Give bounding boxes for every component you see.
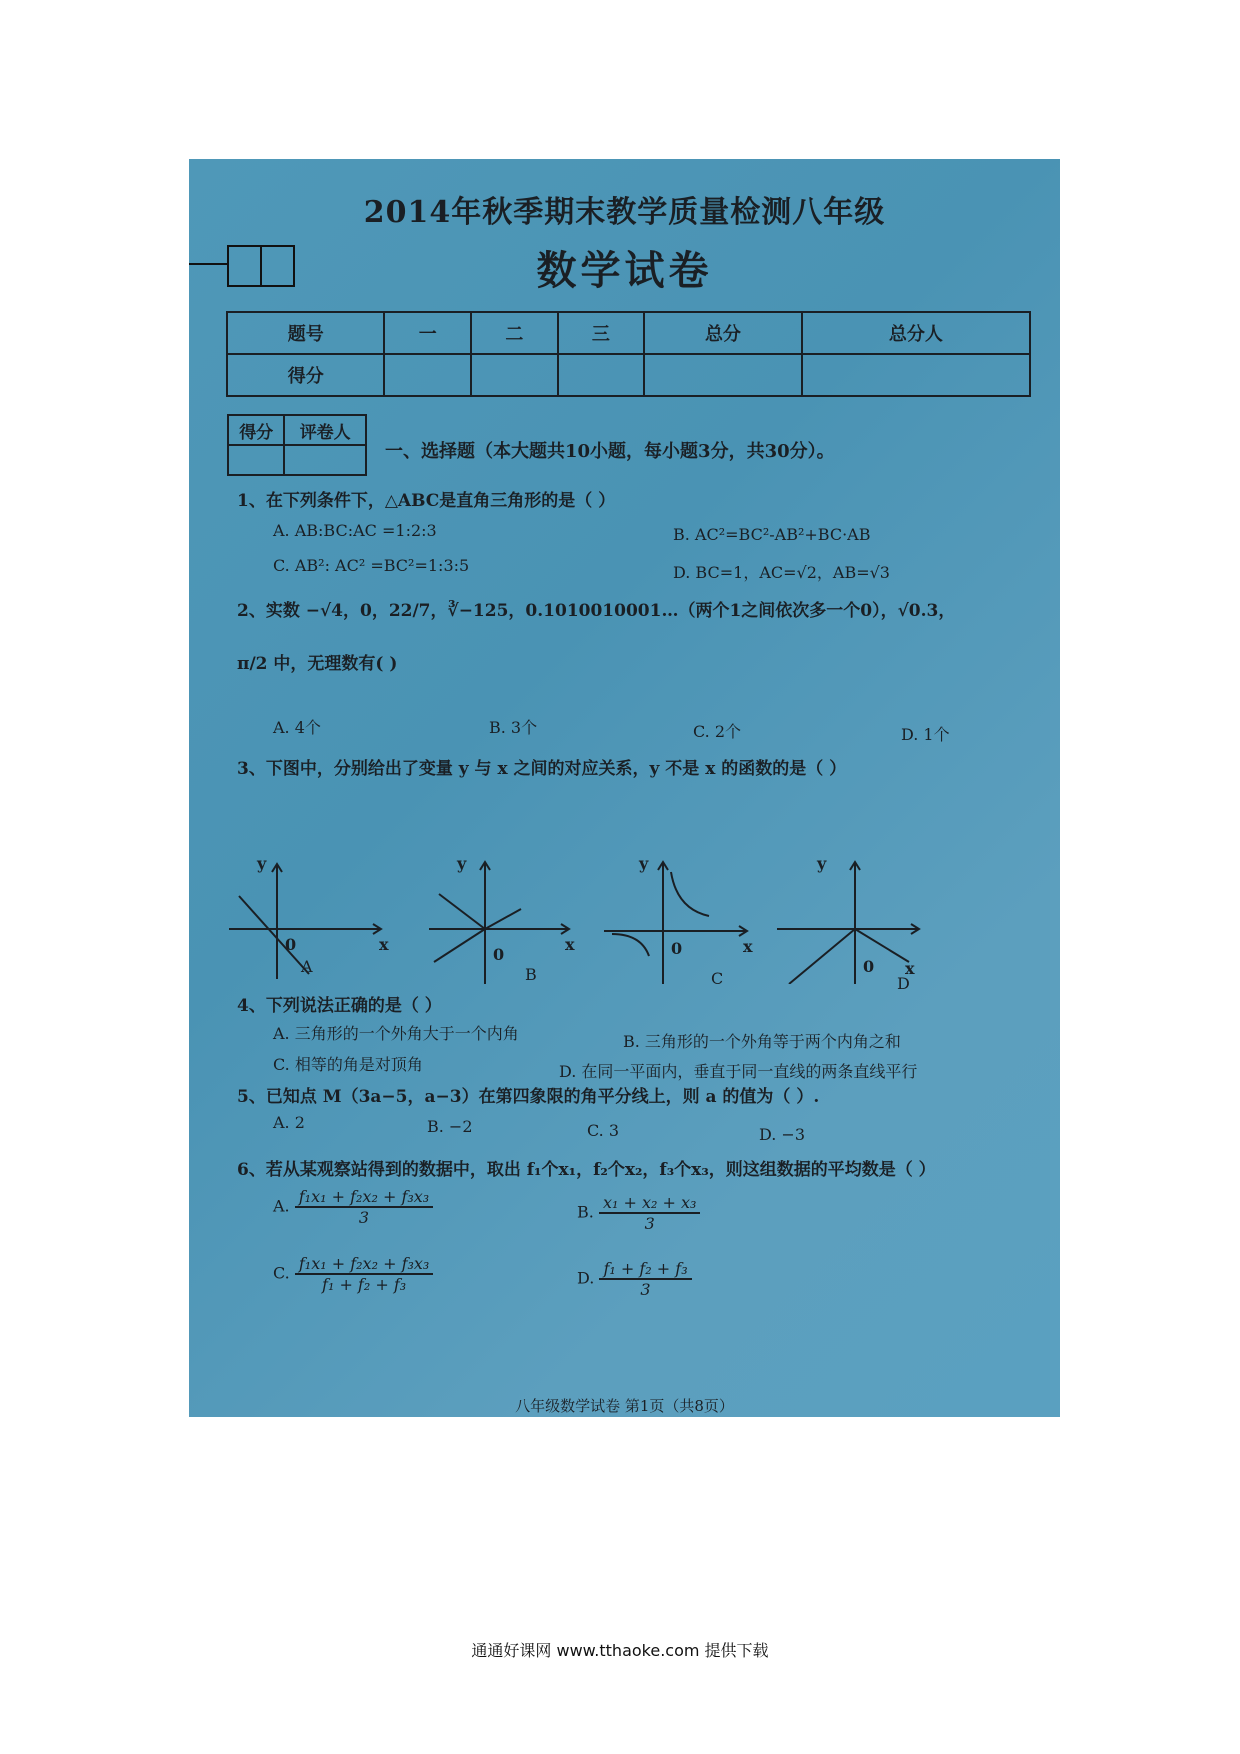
q1-option-d: D. BC=1，AC=√2，AB=√3 — [673, 563, 890, 582]
q6-d-numerator: f₁ + f₂ + f₃ — [599, 1259, 691, 1280]
graph-d — [777, 862, 919, 984]
q4-option-b: B. 三角形的一个外角等于两个内角之和 — [623, 1032, 901, 1051]
q6-option-a — [273, 1187, 433, 1227]
score-header-cell: 题号 — [227, 312, 384, 354]
graph-c — [604, 862, 747, 984]
grader-cell — [228, 445, 284, 475]
q6-b-denominator: 3 — [644, 1214, 655, 1233]
q2-option-a: A. 4个 — [273, 718, 321, 737]
score-header-cell: 一 — [384, 312, 471, 354]
exam-photo — [189, 159, 1060, 1417]
q5-stem: 5、已知点 M（3a−5，a−3）在第四象限的角平分线上，则 a 的值为（ ）. — [237, 1087, 820, 1107]
axis-x-label: x — [905, 959, 915, 978]
grader-score-label: 得分 — [228, 415, 284, 445]
q6-a-numerator: f₁x₁ + f₂x₂ + f₃x₃ — [295, 1187, 433, 1208]
q1-stem: 1、在下列条件下，△ABC是直角三角形的是（ ） — [237, 491, 616, 511]
q5-option-b: B. −2 — [427, 1117, 473, 1136]
score-cell — [471, 354, 558, 396]
score-header-cell: 总分人 — [802, 312, 1030, 354]
graph-c-label: C — [711, 969, 724, 988]
q1-option-b: B. AC²=BC²-AB²+BC·AB — [673, 525, 871, 544]
q6-option-b — [577, 1193, 700, 1233]
q1-option-a: A. AB:BC:AC =1:2:3 — [273, 521, 437, 540]
q1-option-c: C. AB²: AC² =BC²=1:3:5 — [273, 556, 470, 575]
q6-option-d-label: D. — [577, 1268, 595, 1288]
graph-b — [429, 862, 569, 984]
score-header-cell: 二 — [471, 312, 558, 354]
q5-option-c: C. 3 — [587, 1121, 620, 1140]
grader-cell — [284, 445, 366, 475]
score-row-label: 得分 — [227, 354, 384, 396]
graph-b-label: B — [525, 965, 537, 984]
q2-option-c: C. 2个 — [693, 722, 742, 741]
score-cell — [558, 354, 645, 396]
score-header-cell: 三 — [558, 312, 645, 354]
exam-title: 2014年秋季期末教学质量检测八年级 — [363, 195, 886, 230]
origin-label: 0 — [863, 957, 875, 976]
axis-x-label: x — [565, 935, 575, 954]
q5-option-a: A. 2 — [273, 1113, 305, 1132]
site-footer: 通通好课网 www.tthaoke.com 提供下载 — [471, 1641, 769, 1660]
axis-y-label: y — [639, 854, 649, 873]
axis-y-label: y — [457, 854, 467, 873]
q6-stem: 6、若从某观察站得到的数据中，取出 f₁个x₁，f₂个x₂，f₃个x₃，则这组数据的平均数是（ ） — [237, 1160, 936, 1180]
grader-name-label: 评卷人 — [284, 415, 366, 445]
score-table — [226, 311, 1031, 397]
q4-stem: 4、下列说法正确的是（ ） — [237, 996, 442, 1016]
q4-option-d: D. 在同一平面内，垂直于同一直线的两条直线平行 — [559, 1062, 918, 1081]
origin-label: 0 — [671, 939, 683, 958]
score-cell — [644, 354, 801, 396]
q6-c-numerator: f₁x₁ + f₂x₂ + f₃x₃ — [295, 1254, 433, 1275]
graph-a-label: A — [301, 957, 313, 976]
score-cell — [802, 354, 1030, 396]
q3-stem: 3、下图中，分别给出了变量 y 与 x 之间的对应关系，y 不是 x 的函数的是（ ） — [237, 759, 847, 779]
q4-option-a: A. 三角形的一个外角大于一个内角 — [273, 1024, 519, 1043]
q6-option-c-label: C. — [273, 1263, 290, 1283]
q6-option-a-label: A. — [273, 1196, 290, 1216]
exam-subtitle: 数学试卷 — [536, 247, 713, 294]
origin-label: 0 — [493, 945, 505, 964]
q4-option-c: C. 相等的角是对顶角 — [273, 1055, 423, 1074]
axis-x-label: x — [743, 937, 753, 956]
q2-stem-cont: π/2 中，无理数有( ) — [237, 654, 398, 674]
q2-option-d: D. 1个 — [901, 725, 950, 744]
q5-option-d: D. −3 — [759, 1125, 806, 1144]
q6-b-numerator: x₁ + x₂ + x₃ — [599, 1193, 700, 1214]
q2-stem: 2、实数 −√4，0，22/7，∛−125，0.1010010001…（两个1之间依次多一个0），√0.3， — [237, 601, 956, 621]
q6-c-denominator: f₁ + f₂ + f₃ — [322, 1275, 407, 1294]
q3-graphs — [229, 784, 1049, 984]
axis-x-label: x — [379, 935, 389, 954]
graph-d-label: D — [897, 974, 910, 993]
axis-y-label: y — [257, 854, 267, 873]
q6-a-denominator: 3 — [358, 1208, 370, 1227]
q6-d-denominator: 3 — [640, 1280, 651, 1299]
grader-table — [227, 414, 367, 476]
q6-option-c — [273, 1254, 433, 1294]
q2-option-b: B. 3个 — [489, 718, 538, 737]
q6-option-b-label: B. — [577, 1202, 594, 1222]
origin-label: 0 — [285, 935, 297, 954]
score-header-cell: 总分 — [644, 312, 801, 354]
axis-y-label: y — [817, 854, 827, 873]
q6-option-d — [577, 1259, 692, 1299]
section-heading: 一、选择题（本大题共10小题，每小题3分，共30分）。 — [385, 441, 835, 462]
score-cell — [384, 354, 471, 396]
page-footer: 八年级数学试卷 第1页（共8页） — [515, 1397, 734, 1415]
